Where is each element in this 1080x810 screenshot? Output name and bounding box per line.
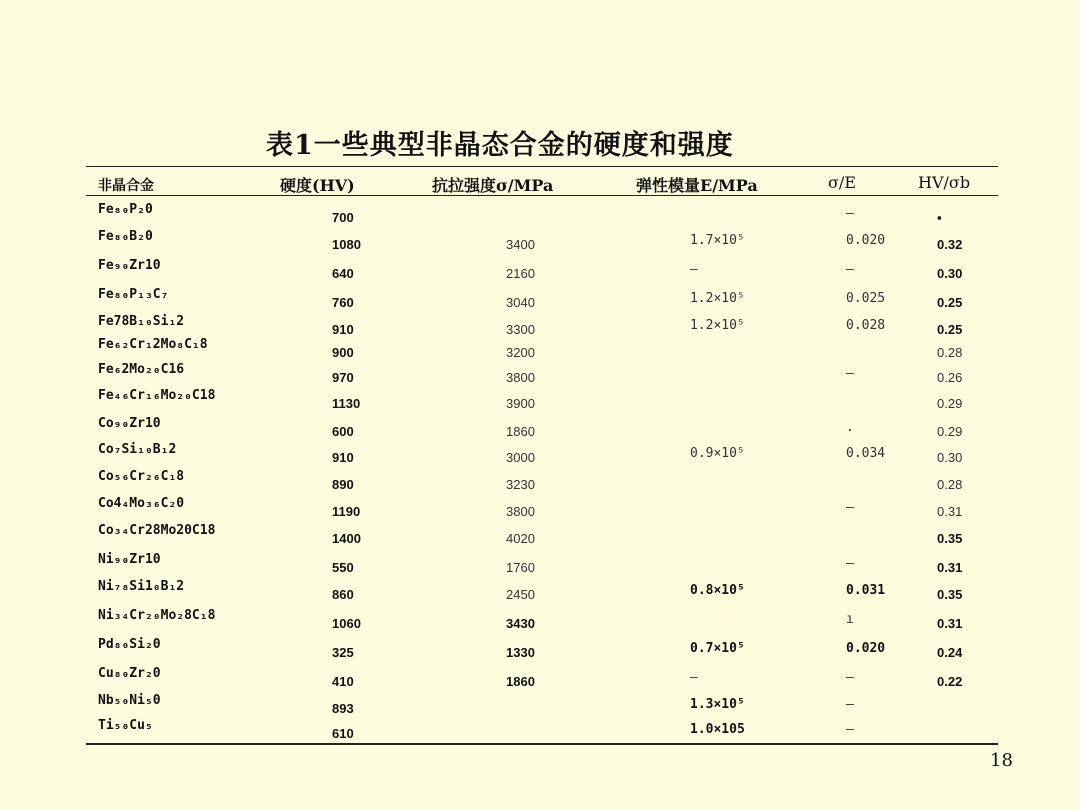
table-row (0, 523, 1080, 551)
header-strength: 抗拉强度σ/MPa (432, 176, 554, 195)
hardness-cell: 900 (332, 345, 354, 360)
modulus-cell: 1.2×10⁵ (690, 291, 745, 306)
hardness-cell: 1400 (332, 531, 361, 546)
hv-sigma-cell: 0.32 (937, 237, 963, 252)
hardness-cell: 610 (332, 726, 354, 741)
modulus-cell: – (690, 670, 698, 685)
modulus-cell: 0.7×10⁵ (690, 641, 745, 656)
hv-sigma-cell: ▪ (937, 210, 942, 225)
sigma-e-cell: 0.025 (846, 291, 886, 306)
hv-sigma-cell: 0.35 (937, 587, 963, 602)
hv-sigma-cell: 0.25 (937, 322, 963, 337)
header-alloy: 非晶合金 (98, 178, 154, 194)
alloy-cell: Nb₅₀Ni₅0 (98, 693, 161, 708)
hv-sigma-cell: 0.25 (937, 295, 963, 310)
sigma-e-cell: – (846, 722, 854, 737)
hardness-cell: 640 (332, 266, 354, 281)
sigma-e-cell: – (846, 500, 854, 515)
strength-cell: 2160 (506, 266, 535, 281)
hardness-cell: 760 (332, 295, 354, 310)
alloy-cell: Fe₆₂Cr₁2Mo₈C₁8 (98, 337, 208, 352)
modulus-cell: 1.7×10⁵ (690, 233, 745, 248)
alloy-cell: Fe₈₀P₁₃C₇ (98, 287, 169, 302)
alloy-cell: Fe₄₆Cr₁₆Mo₂₀C18 (98, 388, 216, 403)
hv-sigma-cell: 0.29 (937, 396, 963, 411)
alloy-cell: Co₅₆Cr₂₆C₁8 (98, 469, 185, 484)
hardness-cell: 910 (332, 322, 354, 337)
hardness-cell: 860 (332, 587, 354, 602)
strength-cell: 1860 (506, 424, 535, 439)
table-row (0, 442, 1080, 470)
hv-sigma-cell: 0.28 (937, 345, 963, 360)
alloy-cell: Co₉₀Zr10 (98, 416, 161, 431)
table-row (0, 287, 1080, 315)
hardness-cell: 550 (332, 560, 354, 575)
hv-sigma-cell: 0.30 (937, 266, 963, 281)
alloy-cell: Fe₈₀P₂0 (98, 202, 153, 217)
strength-cell: 1330 (506, 645, 535, 660)
hardness-cell: 1080 (332, 237, 361, 252)
table-row (0, 416, 1080, 444)
modulus-cell: 0.8×10⁵ (690, 583, 745, 598)
hardness-cell: 910 (332, 450, 354, 465)
strength-cell: 2450 (506, 587, 535, 602)
table-row (0, 666, 1080, 694)
hv-sigma-cell: 0.24 (937, 645, 963, 660)
modulus-cell: 1.3×10⁵ (690, 697, 745, 712)
table-row (0, 388, 1080, 416)
header-hv-sigma: HV/σb (918, 173, 971, 192)
hardness-cell: 700 (332, 210, 354, 225)
alloy-cell: Pd₈₀Si₂0 (98, 637, 161, 652)
strength-cell: 1860 (506, 674, 535, 689)
page-number: 18 (990, 750, 1013, 771)
alloy-cell: Ti₅₀Cu₅ (98, 718, 153, 733)
table-row (0, 693, 1080, 721)
alloy-cell: Fe78B₁₀Si₁2 (98, 314, 185, 329)
table-row (0, 496, 1080, 524)
hv-sigma-cell: 0.26 (937, 370, 963, 385)
alloy-cell: Co4₄Mo₃₆C₂0 (98, 496, 185, 511)
alloy-cell: Co₃₄Cr28Mo20C18 (98, 523, 216, 538)
strength-cell: 1760 (506, 560, 535, 575)
modulus-cell: 0.9×10⁵ (690, 446, 745, 461)
table-row (0, 229, 1080, 257)
alloy-cell: Fe₆2Mo₂₀C16 (98, 362, 185, 377)
alloy-cell: Cu₈₀Zr₂0 (98, 666, 161, 681)
hardness-cell: 410 (332, 674, 354, 689)
table-row (0, 202, 1080, 230)
modulus-cell: 1.0×105 (690, 722, 745, 737)
hardness-cell: 1190 (332, 504, 361, 519)
strength-cell: 4020 (506, 531, 535, 546)
strength-cell: 3400 (506, 237, 535, 252)
header-sigma-e: σ/E (828, 173, 856, 192)
alloy-cell: Ni₃₄Cr₂₀Mo₂8C₁8 (98, 608, 216, 623)
sigma-e-cell: 0.020 (846, 641, 886, 656)
sigma-e-cell: 0.020 (846, 233, 886, 248)
hardness-cell: 1130 (332, 396, 361, 411)
sigma-e-cell: 0.031 (846, 583, 886, 598)
table-row (0, 579, 1080, 607)
strength-cell: 3800 (506, 370, 535, 385)
alloy-cell: Fe₉₀Zr10 (98, 258, 161, 273)
table-row (0, 362, 1080, 390)
alloy-cell: Co₇Si₁₀B₁2 (98, 442, 177, 457)
strength-cell: 3040 (506, 295, 535, 310)
strength-cell: 3200 (506, 345, 535, 360)
sigma-e-cell: 0.034 (846, 446, 886, 461)
table-header-rule (86, 195, 998, 196)
hv-sigma-cell: 0.28 (937, 477, 963, 492)
hardness-cell: 970 (332, 370, 354, 385)
hv-sigma-cell: 0.30 (937, 450, 963, 465)
alloy-cell: Fe₈₀B₂0 (98, 229, 153, 244)
hv-sigma-cell: 0.31 (937, 616, 963, 631)
hv-sigma-cell: 0.35 (937, 531, 963, 546)
sigma-e-cell: . (846, 420, 854, 435)
table-row (0, 258, 1080, 286)
sigma-e-cell: – (846, 366, 854, 381)
hv-sigma-cell: 0.31 (937, 504, 963, 519)
sigma-e-cell: 0.028 (846, 318, 886, 333)
header-modulus: 弹性模量E/MPa (636, 176, 758, 195)
strength-cell: 3430 (506, 616, 535, 631)
hardness-cell: 893 (332, 701, 354, 716)
hv-sigma-cell: 0.29 (937, 424, 963, 439)
hardness-cell: 325 (332, 645, 354, 660)
strength-cell: 3300 (506, 322, 535, 337)
hv-sigma-cell: 0.22 (937, 674, 963, 689)
table-title: 表1一些典型非晶态合金的硬度和强度 (266, 130, 734, 161)
sigma-e-cell: ı (846, 612, 854, 627)
hardness-cell: 1060 (332, 616, 361, 631)
modulus-cell: 1.2×10⁵ (690, 318, 745, 333)
sigma-e-cell: – (846, 206, 854, 221)
strength-cell: 3900 (506, 396, 535, 411)
hv-sigma-cell: 0.31 (937, 560, 963, 575)
sigma-e-cell: – (846, 670, 854, 685)
hardness-cell: 600 (332, 424, 354, 439)
strength-cell: 3000 (506, 450, 535, 465)
table-row (0, 469, 1080, 497)
table-bottom-rule (86, 743, 998, 745)
header-hardness: 硬度(HV) (280, 176, 355, 195)
table-row (0, 637, 1080, 665)
strength-cell: 3230 (506, 477, 535, 492)
modulus-cell: – (690, 262, 698, 277)
alloy-cell: Ni₉₀Zr10 (98, 552, 161, 567)
sigma-e-cell: – (846, 556, 854, 571)
table-top-rule (86, 166, 998, 167)
table-row (0, 552, 1080, 580)
sigma-e-cell: – (846, 697, 854, 712)
table-row (0, 608, 1080, 636)
alloy-cell: Ni₇₈Si1₀B₁2 (98, 579, 185, 594)
strength-cell: 3800 (506, 504, 535, 519)
hardness-cell: 890 (332, 477, 354, 492)
sigma-e-cell: – (846, 262, 854, 277)
